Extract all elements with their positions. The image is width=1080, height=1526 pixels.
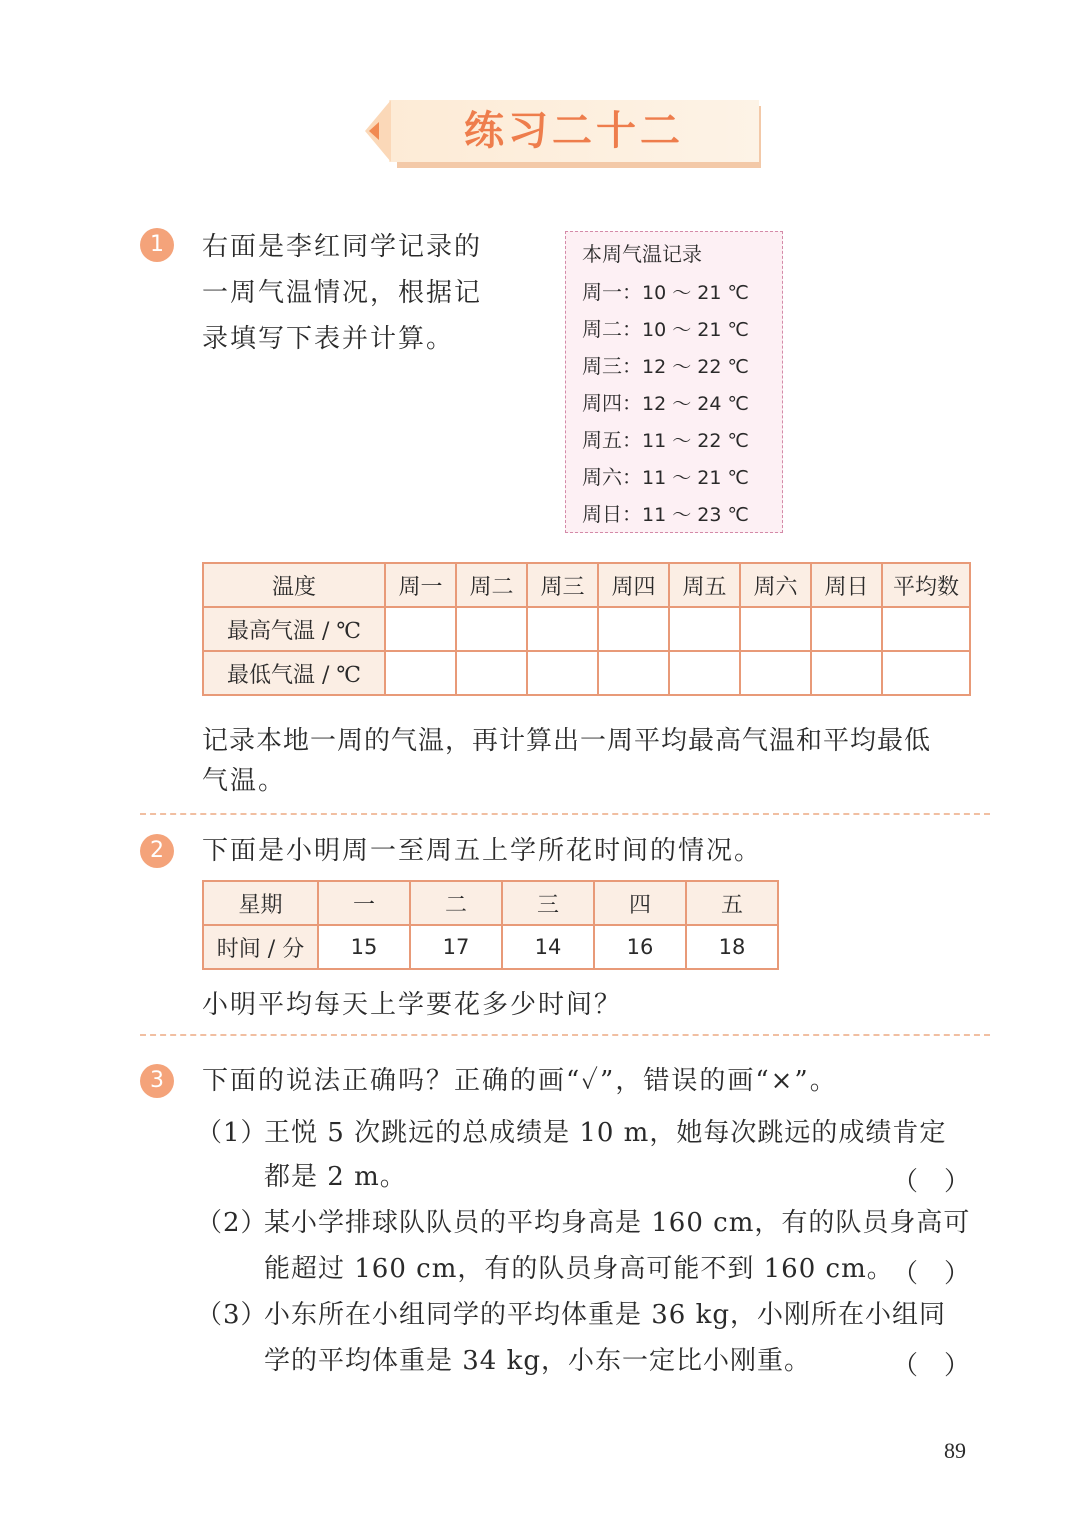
section-divider [140,1034,990,1036]
time-value: 18 [686,925,778,969]
temperature-table [202,562,971,696]
item-3-line: 小东所在小组同学的平均体重是 36 kg，小刚所在小组同 [264,1300,947,1330]
record-row: 周日：11 ～ 23 ℃ [582,502,749,526]
answer-cell[interactable] [527,651,598,695]
question-1-number: 1 [140,228,174,262]
answer-paren[interactable]: （ ） [892,1259,971,1289]
item-1-label: （1） [196,1118,268,1148]
time-value: 17 [410,925,502,969]
answer-cell[interactable] [456,607,527,651]
table-header-row [203,563,970,607]
table-header-cell: 周六 [740,563,811,607]
answer-paren[interactable]: （ ） [892,1167,971,1197]
record-row: 周五：11 ～ 22 ℃ [582,428,749,452]
time-value: 14 [502,925,594,969]
question-1-line: 录填写下表并计算。 [202,324,455,354]
table-row [203,607,970,651]
question-2-text: 下面是小明周一至周五上学所花时间的情况。 [202,836,763,866]
answer-cell[interactable] [882,607,970,651]
section-divider [140,813,990,815]
record-row: 周四：12 ～ 24 ℃ [582,391,749,415]
time-value: 15 [318,925,410,969]
record-row: 周一：10 ～ 21 ℃ [582,280,749,304]
answer-cell[interactable] [385,651,456,695]
page-number: 89 [944,1438,966,1463]
question-2-number: 2 [140,834,174,868]
item-2-label: （2） [196,1208,268,1238]
table-header-cell: 一 [318,881,410,925]
row-label: 最高气温 / ℃ [203,607,385,651]
record-row: 周二：10 ～ 21 ℃ [582,317,749,341]
extra-line: 记录本地一周的气温，再计算出一周平均最高气温和平均最低 [202,726,932,756]
answer-cell[interactable] [740,607,811,651]
question-1-line: 一周气温情况，根据记 [202,278,483,308]
answer-cell[interactable] [882,651,970,695]
table-row [203,651,970,695]
answer-cell[interactable] [669,607,740,651]
time-table [202,880,779,970]
record-row: 周三：12 ～ 22 ℃ [582,354,749,378]
question-3-text: 下面的说法正确吗？正确的画“✓”，错误的画“×”。 [202,1066,838,1096]
question-2-question: 小明平均每天上学要花多少时间？ [202,990,623,1020]
question-3-number: 3 [140,1064,174,1098]
answer-cell[interactable] [669,651,740,695]
answer-cell[interactable] [527,607,598,651]
extra-line: 气温。 [202,766,287,796]
table-row [203,925,778,969]
table-header-cell: 周一 [385,563,456,607]
table-header-cell: 二 [410,881,502,925]
table-header-cell: 周日 [811,563,882,607]
temperature-record-box [565,231,783,533]
table-header-cell: 四 [594,881,686,925]
arrow-icon [369,122,379,140]
table-header-cell: 五 [686,881,778,925]
item-2-line: 某小学排球队队员的平均身高是 160 cm，有的队员身高可 [264,1208,971,1238]
answer-paren[interactable]: （ ） [892,1351,971,1381]
row-label: 最低气温 / ℃ [203,651,385,695]
time-value: 16 [594,925,686,969]
item-2-line: 能超过 160 cm，有的队员身高可能不到 160 cm。 [264,1254,894,1284]
item-3-line: 学的平均体重是 34 kg，小东一定比小刚重。 [264,1346,812,1376]
answer-cell[interactable] [598,651,669,695]
question-1-text [202,224,542,362]
answer-cell[interactable] [598,607,669,651]
table-header-cell: 周四 [598,563,669,607]
record-row: 周六：11 ～ 21 ℃ [582,465,749,489]
table-header-cell: 周五 [669,563,740,607]
answer-cell[interactable] [456,651,527,695]
item-1-line: 都是 2 m。 [264,1162,407,1192]
answer-cell[interactable] [385,607,456,651]
answer-cell[interactable] [740,651,811,695]
title-banner [365,100,765,168]
table-header-cell: 平均数 [882,563,970,607]
row-label: 时间 / 分 [203,925,318,969]
answer-cell[interactable] [811,607,882,651]
item-3-label: （3） [196,1300,268,1330]
table-header-row [203,881,778,925]
answer-cell[interactable] [811,651,882,695]
page-title: 练习二十二 [464,107,684,154]
question-1-extra [202,718,992,804]
table-header-cell: 星期 [203,881,318,925]
record-title: 本周气温记录 [582,242,702,266]
table-header-cell: 温度 [203,563,385,607]
table-header-cell: 周三 [527,563,598,607]
table-header-cell: 周二 [456,563,527,607]
item-1-line: 王悦 5 次跳远的总成绩是 10 m，她每次跳远的成绩肯定 [264,1118,947,1148]
table-header-cell: 三 [502,881,594,925]
question-1-line: 右面是李红同学记录的 [202,232,483,262]
